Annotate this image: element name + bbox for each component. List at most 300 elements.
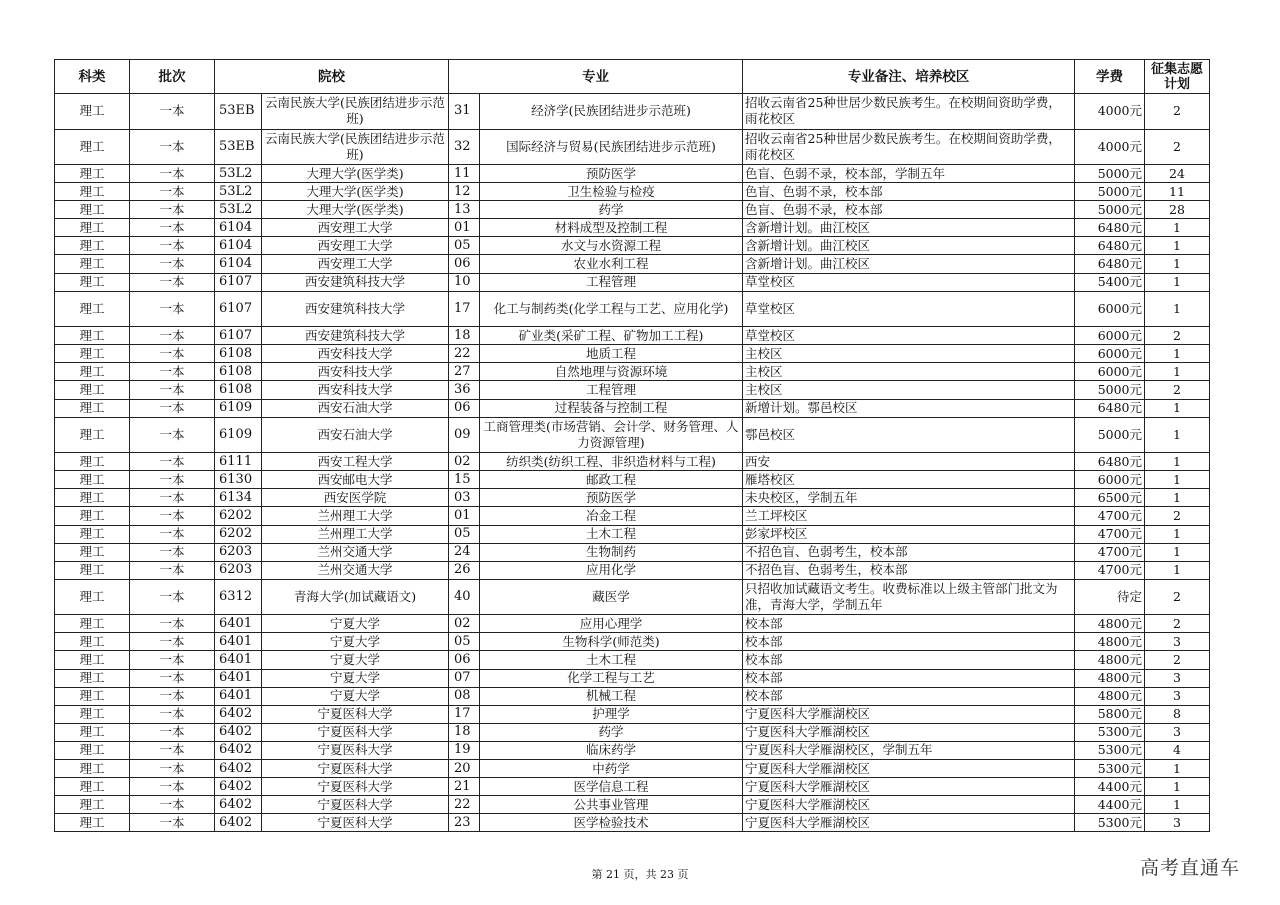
table-row [55,381,1210,399]
cell-college-code: 6109 [215,399,262,417]
cell-major-code: 01 [449,507,480,525]
cell-college-name: 西安理工大学 [262,255,449,273]
cell-notes-campus: 色盲、色弱不录，校本部 [743,201,1075,219]
cell-tuition: 5000元 [1075,183,1145,201]
table-row [55,741,1210,759]
cell-major-code: 06 [449,255,480,273]
cell-college-code: 6402 [215,723,262,741]
cell-plan-count: 1 [1145,273,1210,291]
cell-tuition: 6480元 [1075,453,1145,471]
cell-category: 理工 [55,273,130,291]
cell-batch: 一本 [130,327,215,345]
cell-category: 理工 [55,327,130,345]
cell-category: 理工 [55,291,130,327]
cell-batch: 一本 [130,381,215,399]
cell-major-code: 01 [449,219,480,237]
cell-plan-count: 1 [1145,561,1210,579]
cell-category: 理工 [55,669,130,687]
table-row [55,760,1210,778]
cell-tuition: 5300元 [1075,741,1145,759]
table-row [55,579,1210,615]
cell-major-code: 18 [449,327,480,345]
cell-category: 理工 [55,237,130,255]
cell-major-code: 32 [449,129,480,165]
cell-college-code: 6104 [215,237,262,255]
cell-batch: 一本 [130,760,215,778]
cell-tuition: 5300元 [1075,760,1145,778]
cell-category: 理工 [55,525,130,543]
cell-college-code: 53L2 [215,201,262,219]
cell-college-name: 西安工程大学 [262,453,449,471]
cell-tuition: 4800元 [1075,633,1145,651]
table-row [55,723,1210,741]
admission-plan-table [54,59,1210,832]
cell-college-code: 53L2 [215,165,262,183]
header-notes-campus: 专业备注、培养校区 [743,60,1075,94]
cell-batch: 一本 [130,165,215,183]
cell-college-code: 6401 [215,687,262,705]
cell-college-code: 6203 [215,543,262,561]
cell-plan-count: 2 [1145,381,1210,399]
cell-category: 理工 [55,94,130,130]
cell-college-code: 53EB [215,94,262,130]
table-row [55,471,1210,489]
cell-tuition: 6000元 [1075,291,1145,327]
cell-plan-count: 1 [1145,796,1210,814]
table-row [55,453,1210,471]
cell-batch: 一本 [130,489,215,507]
cell-tuition: 4700元 [1075,507,1145,525]
cell-college-code: 6402 [215,741,262,759]
cell-major-code: 06 [449,651,480,669]
cell-major-code: 05 [449,237,480,255]
header-category: 科类 [55,60,130,94]
cell-plan-count: 1 [1145,760,1210,778]
table-row [55,507,1210,525]
cell-plan-count: 3 [1145,633,1210,651]
table-row [55,633,1210,651]
cell-notes-campus: 宁夏医科大学雁湖校区 [743,705,1075,723]
cell-tuition: 6480元 [1075,237,1145,255]
cell-college-code: 6107 [215,273,262,291]
cell-major-name: 应用化学 [480,561,743,579]
cell-batch: 一本 [130,363,215,381]
cell-college-code: 6202 [215,525,262,543]
cell-major-name: 预防医学 [480,489,743,507]
cell-tuition: 4800元 [1075,669,1145,687]
cell-category: 理工 [55,381,130,399]
cell-college-code: 6203 [215,561,262,579]
cell-batch: 一本 [130,507,215,525]
cell-tuition: 4400元 [1075,796,1145,814]
cell-college-name: 宁夏医科大学 [262,741,449,759]
cell-category: 理工 [55,255,130,273]
cell-major-code: 27 [449,363,480,381]
cell-major-code: 18 [449,723,480,741]
cell-major-name: 土木工程 [480,651,743,669]
cell-category: 理工 [55,345,130,363]
cell-category: 理工 [55,633,130,651]
table-row [55,219,1210,237]
cell-major-name: 国际经济与贸易(民族团结进步示范班) [480,129,743,165]
cell-notes-campus: 宁夏医科大学雁湖校区 [743,778,1075,796]
cell-plan-count: 2 [1145,615,1210,633]
cell-college-name: 西安科技大学 [262,345,449,363]
cell-college-code: 6402 [215,796,262,814]
cell-college-name: 宁夏大学 [262,615,449,633]
cell-major-code: 09 [449,417,480,453]
cell-notes-campus: 不招色盲、色弱考生，校本部 [743,561,1075,579]
cell-college-name: 大理大学(医学类) [262,183,449,201]
cell-major-code: 20 [449,760,480,778]
cell-notes-campus: 主校区 [743,363,1075,381]
table-row [55,705,1210,723]
cell-major-code: 26 [449,561,480,579]
cell-notes-campus: 校本部 [743,651,1075,669]
cell-college-name: 宁夏医科大学 [262,796,449,814]
cell-batch: 一本 [130,705,215,723]
cell-batch: 一本 [130,219,215,237]
cell-college-name: 兰州交通大学 [262,543,449,561]
table-row [55,129,1210,165]
cell-tuition: 5300元 [1075,723,1145,741]
cell-major-code: 31 [449,94,480,130]
cell-batch: 一本 [130,543,215,561]
cell-tuition: 4400元 [1075,778,1145,796]
cell-major-name: 经济学(民族团结进步示范班) [480,94,743,130]
cell-college-code: 6104 [215,219,262,237]
cell-notes-campus: 校本部 [743,669,1075,687]
cell-college-code: 6402 [215,778,262,796]
cell-college-code: 6108 [215,345,262,363]
cell-college-code: 6130 [215,471,262,489]
cell-notes-campus: 宁夏医科大学雁湖校区 [743,760,1075,778]
cell-college-name: 西安石油大学 [262,399,449,417]
cell-major-name: 药学 [480,723,743,741]
cell-college-name: 大理大学(医学类) [262,165,449,183]
cell-batch: 一本 [130,201,215,219]
cell-major-code: 21 [449,778,480,796]
cell-notes-campus: 色盲、色弱不录，校本部，学制五年 [743,165,1075,183]
header-tuition: 学费 [1075,60,1145,94]
cell-batch: 一本 [130,525,215,543]
cell-plan-count: 1 [1145,525,1210,543]
cell-college-code: 6402 [215,760,262,778]
cell-tuition: 5000元 [1075,165,1145,183]
cell-college-name: 青海大学(加试藏语文) [262,579,449,615]
cell-notes-campus: 校本部 [743,615,1075,633]
cell-college-name: 宁夏医科大学 [262,778,449,796]
cell-major-name: 护理学 [480,705,743,723]
cell-major-code: 12 [449,183,480,201]
cell-tuition: 4800元 [1075,615,1145,633]
cell-notes-campus: 宁夏医科大学雁湖校区，学制五年 [743,741,1075,759]
cell-category: 理工 [55,129,130,165]
page-number: 第 21 页，共 23 页 [591,868,689,881]
cell-category: 理工 [55,183,130,201]
cell-tuition: 5800元 [1075,705,1145,723]
cell-batch: 一本 [130,255,215,273]
cell-college-name: 西安科技大学 [262,381,449,399]
cell-notes-campus: 新增计划。鄠邑校区 [743,399,1075,417]
table-row [55,669,1210,687]
cell-category: 理工 [55,796,130,814]
cell-tuition: 6480元 [1075,255,1145,273]
cell-college-code: 6108 [215,363,262,381]
cell-category: 理工 [55,399,130,417]
cell-college-name: 宁夏大学 [262,651,449,669]
cell-major-code: 13 [449,201,480,219]
cell-notes-campus: 不招色盲、色弱考生，校本部 [743,543,1075,561]
cell-college-name: 云南民族大学(民族团结进步示范班) [262,94,449,130]
cell-major-code: 05 [449,633,480,651]
cell-batch: 一本 [130,669,215,687]
cell-plan-count: 1 [1145,345,1210,363]
cell-notes-campus: 招收云南省25种世居少数民族考生。在校期间资助学费，雨花校区 [743,129,1075,165]
cell-major-code: 07 [449,669,480,687]
cell-notes-campus: 宁夏医科大学雁湖校区 [743,814,1075,832]
cell-notes-campus: 彭家坪校区 [743,525,1075,543]
table-row [55,525,1210,543]
cell-college-name: 云南民族大学(民族团结进步示范班) [262,129,449,165]
cell-category: 理工 [55,723,130,741]
cell-major-code: 15 [449,471,480,489]
cell-major-code: 36 [449,381,480,399]
cell-college-code: 53L2 [215,183,262,201]
cell-plan-count: 1 [1145,417,1210,453]
cell-college-name: 西安建筑科技大学 [262,291,449,327]
table-row [55,363,1210,381]
cell-category: 理工 [55,165,130,183]
cell-batch: 一本 [130,561,215,579]
cell-plan-count: 2 [1145,129,1210,165]
cell-plan-count: 1 [1145,471,1210,489]
cell-notes-campus: 鄠邑校区 [743,417,1075,453]
cell-major-name: 预防医学 [480,165,743,183]
cell-college-name: 宁夏大学 [262,633,449,651]
cell-major-code: 03 [449,489,480,507]
cell-college-code: 6134 [215,489,262,507]
cell-category: 理工 [55,363,130,381]
cell-major-name: 机械工程 [480,687,743,705]
cell-college-code: 6108 [215,381,262,399]
cell-college-code: 6312 [215,579,262,615]
cell-tuition: 待定 [1075,579,1145,615]
cell-notes-campus: 含新增计划。曲江校区 [743,237,1075,255]
cell-college-code: 6202 [215,507,262,525]
cell-batch: 一本 [130,778,215,796]
cell-batch: 一本 [130,417,215,453]
cell-tuition: 4800元 [1075,687,1145,705]
cell-major-code: 05 [449,525,480,543]
cell-major-name: 生物科学(师范类) [480,633,743,651]
cell-major-code: 19 [449,741,480,759]
cell-plan-count: 1 [1145,255,1210,273]
cell-major-name: 应用心理学 [480,615,743,633]
header-college: 院校 [215,60,449,94]
cell-major-code: 02 [449,615,480,633]
cell-plan-count: 1 [1145,778,1210,796]
header-solicitation-plan: 征集志愿计划 [1145,60,1210,94]
table-row [55,237,1210,255]
cell-college-code: 6109 [215,417,262,453]
cell-college-code: 6401 [215,669,262,687]
cell-major-code: 06 [449,399,480,417]
table-row [55,489,1210,507]
cell-college-name: 西安石油大学 [262,417,449,453]
cell-plan-count: 4 [1145,741,1210,759]
cell-notes-campus: 含新增计划。曲江校区 [743,255,1075,273]
cell-notes-campus: 宁夏医科大学雁湖校区 [743,723,1075,741]
cell-category: 理工 [55,201,130,219]
cell-college-name: 兰州理工大学 [262,507,449,525]
cell-notes-campus: 宁夏医科大学雁湖校区 [743,796,1075,814]
cell-plan-count: 1 [1145,363,1210,381]
cell-tuition: 5400元 [1075,273,1145,291]
cell-major-name: 地质工程 [480,345,743,363]
table-row [55,399,1210,417]
cell-notes-campus: 兰工坪校区 [743,507,1075,525]
cell-batch: 一本 [130,183,215,201]
cell-college-name: 西安科技大学 [262,363,449,381]
cell-major-name: 纺织类(纺织工程、非织造材料与工程) [480,453,743,471]
cell-major-name: 土木工程 [480,525,743,543]
cell-college-name: 兰州交通大学 [262,561,449,579]
cell-category: 理工 [55,687,130,705]
table-row [55,543,1210,561]
cell-major-name: 农业水利工程 [480,255,743,273]
cell-plan-count: 3 [1145,723,1210,741]
cell-category: 理工 [55,760,130,778]
cell-batch: 一本 [130,651,215,669]
cell-plan-count: 2 [1145,651,1210,669]
cell-tuition: 6480元 [1075,399,1145,417]
cell-college-code: 6111 [215,453,262,471]
cell-batch: 一本 [130,796,215,814]
cell-batch: 一本 [130,723,215,741]
cell-notes-campus: 草堂校区 [743,291,1075,327]
cell-batch: 一本 [130,814,215,832]
cell-batch: 一本 [130,471,215,489]
cell-notes-campus: 含新增计划。曲江校区 [743,219,1075,237]
cell-major-code: 40 [449,579,480,615]
header-batch: 批次 [130,60,215,94]
cell-plan-count: 2 [1145,94,1210,130]
cell-category: 理工 [55,471,130,489]
cell-college-code: 6107 [215,291,262,327]
cell-major-name: 生物制药 [480,543,743,561]
cell-batch: 一本 [130,741,215,759]
cell-college-name: 西安邮电大学 [262,471,449,489]
cell-plan-count: 1 [1145,399,1210,417]
cell-major-name: 矿业类(采矿工程、矿物加工工程) [480,327,743,345]
cell-tuition: 6000元 [1075,363,1145,381]
cell-plan-count: 1 [1145,237,1210,255]
cell-plan-count: 1 [1145,219,1210,237]
cell-notes-campus: 主校区 [743,381,1075,399]
cell-major-code: 17 [449,705,480,723]
cell-category: 理工 [55,561,130,579]
cell-batch: 一本 [130,129,215,165]
watermark-logo-text: 高考直通车 [1140,857,1241,879]
cell-category: 理工 [55,453,130,471]
cell-tuition: 6000元 [1075,345,1145,363]
cell-notes-campus: 西安 [743,453,1075,471]
cell-major-name: 工商管理类(市场营销、会计学、财务管理、人力资源管理) [480,417,743,453]
cell-tuition: 5000元 [1075,201,1145,219]
cell-major-name: 公共事业管理 [480,796,743,814]
cell-college-name: 西安医学院 [262,489,449,507]
cell-batch: 一本 [130,399,215,417]
table-row [55,165,1210,183]
cell-category: 理工 [55,651,130,669]
cell-category: 理工 [55,615,130,633]
cell-batch: 一本 [130,273,215,291]
cell-college-name: 宁夏医科大学 [262,814,449,832]
cell-major-name: 邮政工程 [480,471,743,489]
header-row [55,60,1210,94]
cell-batch: 一本 [130,453,215,471]
table-row [55,345,1210,363]
table-row [55,651,1210,669]
cell-major-name: 冶金工程 [480,507,743,525]
cell-notes-campus: 色盲、色弱不录，校本部 [743,183,1075,201]
cell-batch: 一本 [130,237,215,255]
cell-college-name: 宁夏医科大学 [262,723,449,741]
cell-category: 理工 [55,814,130,832]
cell-batch: 一本 [130,345,215,363]
cell-tuition: 5300元 [1075,814,1145,832]
cell-plan-count: 3 [1145,687,1210,705]
cell-category: 理工 [55,579,130,615]
cell-category: 理工 [55,219,130,237]
cell-tuition: 4000元 [1075,94,1145,130]
cell-major-code: 23 [449,814,480,832]
cell-plan-count: 24 [1145,165,1210,183]
cell-notes-campus: 只招收加试藏语文考生。收费标准以上级主管部门批文为准，青海大学，学制五年 [743,579,1075,615]
cell-tuition: 4800元 [1075,651,1145,669]
cell-major-name: 卫生检验与检疫 [480,183,743,201]
cell-category: 理工 [55,543,130,561]
cell-tuition: 4700元 [1075,525,1145,543]
cell-tuition: 4000元 [1075,129,1145,165]
cell-category: 理工 [55,741,130,759]
cell-batch: 一本 [130,291,215,327]
cell-college-name: 兰州理工大学 [262,525,449,543]
table-row [55,615,1210,633]
cell-college-code: 6104 [215,255,262,273]
cell-batch: 一本 [130,94,215,130]
cell-notes-campus: 主校区 [743,345,1075,363]
cell-major-name: 化工与制药类(化学工程与工艺、应用化学) [480,291,743,327]
cell-major-name: 工程管理 [480,273,743,291]
cell-notes-campus: 校本部 [743,687,1075,705]
cell-tuition: 6000元 [1075,327,1145,345]
table-row [55,327,1210,345]
cell-college-name: 宁夏大学 [262,687,449,705]
cell-plan-count: 2 [1145,327,1210,345]
table-row [55,201,1210,219]
cell-plan-count: 1 [1145,291,1210,327]
cell-major-name: 中药学 [480,760,743,778]
cell-major-name: 水文与水资源工程 [480,237,743,255]
cell-tuition: 6000元 [1075,471,1145,489]
cell-college-code: 6401 [215,615,262,633]
cell-tuition: 4700元 [1075,543,1145,561]
table-row [55,291,1210,327]
table-body [55,94,1210,832]
cell-plan-count: 2 [1145,579,1210,615]
